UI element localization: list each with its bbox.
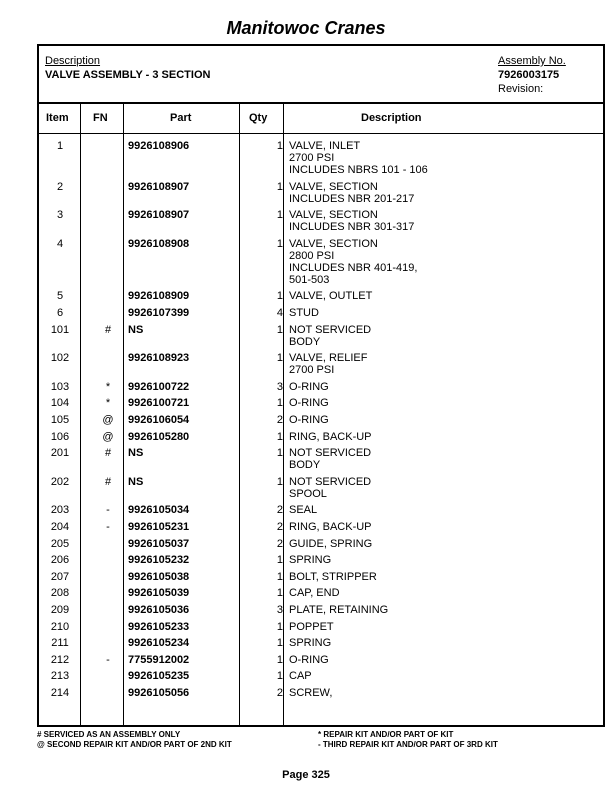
item-cell: 6 [56,307,64,319]
description-label: Description [45,55,101,67]
part-cell: 9926105235 [128,670,190,683]
part-cell: 9926105232 [128,554,190,567]
part-cell: 9926105234 [128,637,190,650]
item-cell: 213 [50,670,70,683]
part-cell: NS [128,447,144,460]
qty-cell: 1 [276,180,283,193]
description-cell: O-RING [289,397,329,410]
description-cell: GUIDE, SPRING [289,537,373,550]
item-cell: 209 [50,604,70,616]
description-cell: VALVE, OUTLET [289,290,373,303]
description-cell: CAP [289,670,312,683]
qty-cell: 2 [276,687,283,699]
parts-list-frame: Description VALVE ASSEMBLY - 3 SECTION Assembly No. 7926003175 Revision: Item FN Part Qty Description 1 9926108906 1 VALVE, INLET 2700 PSI INCLUDES NBRS 101 - 106 2 9926108907 1 VALVE, SECTION INCLUDES NBR 201-217 3 9926108907 1 VALVE, SECTION INCLUDES NBR 301-317 4 9926108908 1 VALVE, SECTION 2800 PSI INCLUDES NBR 401-419, 501-503 5 9926108909 1 VALVE, OUTLET 6 9926107399 4 STUD 101 # NS 1 NOT SERVICED BODY 102 9926108923 1 VALVE, RELIEF 2700 PSI 103 * 9926100722 3 O-RING 104 * 9926100721 1 O-RING 105 @ 9926106054 2 O-RING 106 @ 9926105280 1 RING, BACK-UP 201 # NS 1 NOT SERVICED BODY 202 # NS 1 NOT SERVICED SPOOL 203 - 9926105034 2 SEAL 204 - 9926105231 2 RING, BACK-UP 205 9926105037 2 GUIDE, SPRING 206 9926105232 1 SPRING 207 9926105038 1 BOLT, STRIPPER 208 9926105039 1 CAP, END 209 9926105036 3 PLATE, RETAINING 210 9926105233 1 POPPET 211 9926105234 1 SPRING 212 - 7755912002 1 O-RING 213 9926105235 1 CAP 214 9926105056 2 SCREW, [37,44,605,727]
assembly-number-value: 7926003175 [498,69,560,81]
item-cell: 101 [50,323,70,336]
qty-cell: 1 [276,397,283,410]
qty-cell: 1 [276,570,283,583]
description-cell: NOT SERVICED BODY [289,323,372,348]
qty-cell: 1 [276,653,283,666]
part-cell: 9926105037 [128,537,190,550]
description-cell: SPRING [289,637,332,650]
qty-cell: 2 [276,504,283,517]
qty-cell: 1 [276,323,283,336]
part-cell: 9926105056 [128,687,190,699]
part-cell: 9926108906 [128,140,190,152]
description-cell: PLATE, RETAINING [289,604,389,616]
qty-cell: 2 [276,521,283,533]
assembly-header [39,46,603,104]
item-cell: 201 [50,447,70,460]
item-cell: 210 [50,620,70,633]
description-cell: VALVE, SECTION INCLUDES NBR 301-317 [289,209,415,234]
column-divider [123,104,124,725]
footnote-repair-kit: * REPAIR KIT AND/OR PART OF KIT [318,730,454,739]
part-cell: 9926105280 [128,430,190,443]
part-cell: 9926100721 [128,397,190,410]
description-cell: SPRING [289,554,332,567]
qty-cell: 1 [276,620,283,633]
part-cell: 9926108907 [128,180,190,193]
description-cell: VALVE, RELIEF 2700 PSI [289,352,368,377]
qty-cell: 1 [276,670,283,683]
page-number: Page 325 [282,769,330,781]
qty-cell: 1 [276,587,283,600]
description-cell: SEAL [289,504,318,517]
qty-cell: 4 [276,307,283,319]
item-cell: 211 [51,637,69,650]
description-cell: STUD [289,307,319,319]
description-value: VALVE ASSEMBLY - 3 SECTION [45,69,211,81]
description-cell: NOT SERVICED SPOOL [289,475,372,500]
document-title: Manitowoc Cranes [226,18,386,38]
description-cell: O-RING [289,653,329,666]
part-cell: 9926105038 [128,570,190,583]
qty-cell: 1 [276,352,283,365]
part-cell: 9926108908 [128,237,190,250]
item-cell: 207 [50,570,70,583]
description-cell: RING, BACK-UP [289,430,372,443]
column-divider [283,104,284,725]
item-cell: 4 [56,237,64,250]
item-cell: 208 [50,587,70,600]
description-cell: BOLT, STRIPPER [289,570,377,583]
description-cell: VALVE, INLET 2700 PSI INCLUDES NBRS 101 - 106 [289,140,428,176]
qty-cell: 1 [276,209,283,222]
part-cell: 9926106054 [128,414,190,426]
footnote-third-repair-kit: - THIRD REPAIR KIT AND/OR PART OF 3RD KIT [318,740,498,749]
part-cell: 9926105233 [128,620,190,633]
footnotes-left [37,730,232,750]
item-cell: 5 [56,290,64,303]
qty-cell: 2 [276,537,283,550]
part-cell: 9926105039 [128,587,190,600]
part-cell: 9926105034 [128,504,190,517]
item-cell: 206 [50,554,70,567]
description-cell: NOT SERVICED BODY [289,447,372,472]
qty-cell: 3 [276,380,283,393]
item-cell: 212 [50,653,70,666]
part-cell: 7755912002 [128,653,190,666]
footnote-second-repair-kit: @ SECOND REPAIR KIT AND/OR PART OF 2ND KIT [37,740,232,749]
part-cell: 9926108923 [128,352,190,365]
qty-cell: 1 [276,447,283,460]
description-cell: O-RING [289,414,329,426]
description-cell: VALVE, SECTION 2800 PSI INCLUDES NBR 401-419, 501-503 [289,237,418,286]
part-cell: 9926107399 [128,307,190,319]
item-cell: 205 [50,537,70,550]
description-cell: CAP, END [289,587,340,600]
item-cell: 203 [50,504,70,517]
description-cell: SCREW, [289,687,333,699]
item-cell: 204 [50,521,70,533]
description-cell: VALVE, SECTION INCLUDES NBR 201-217 [289,180,415,205]
qty-cell: 1 [276,554,283,567]
item-cell: 103 [50,380,70,393]
qty-cell: 1 [276,430,283,443]
qty-cell: 1 [276,290,283,303]
qty-cell: 1 [276,637,283,650]
item-cell: 3 [56,209,64,222]
part-cell: 9926108909 [128,290,190,303]
qty-cell: 1 [276,140,283,152]
header-item: Item [46,112,69,124]
footnotes-right [318,730,498,750]
header-part: Part [170,112,192,124]
item-cell: 104 [50,397,70,410]
description-cell: RING, BACK-UP [289,521,372,533]
part-cell: 9926105231 [128,521,190,533]
assembly-number-label: Assembly No. [498,55,566,67]
item-cell: 106 [50,430,70,443]
description-cell: POPPET [289,620,334,633]
description-cell: O-RING [289,380,329,393]
part-cell: 9926105036 [128,604,190,616]
header-qty: Qty [249,112,268,124]
qty-cell: 3 [276,604,283,616]
header-fn: FN [93,112,108,124]
item-cell: 202 [50,475,70,488]
item-cell: 105 [50,414,70,426]
part-cell: 9926108907 [128,209,190,222]
header-description: Description [361,112,422,124]
part-cell: NS [128,475,144,488]
qty-cell: 2 [276,414,283,426]
footnote-serviced-assembly: # SERVICED AS AN ASSEMBLY ONLY [37,730,181,739]
part-cell: 9926100722 [128,380,190,393]
item-cell: 214 [50,687,70,699]
item-cell: 102 [50,352,70,365]
qty-cell: 1 [276,475,283,488]
item-cell: 2 [56,180,64,193]
revision-label: Revision: [498,83,544,95]
item-cell: 1 [56,140,64,152]
qty-cell: 1 [276,237,283,250]
part-cell: NS [128,323,144,336]
